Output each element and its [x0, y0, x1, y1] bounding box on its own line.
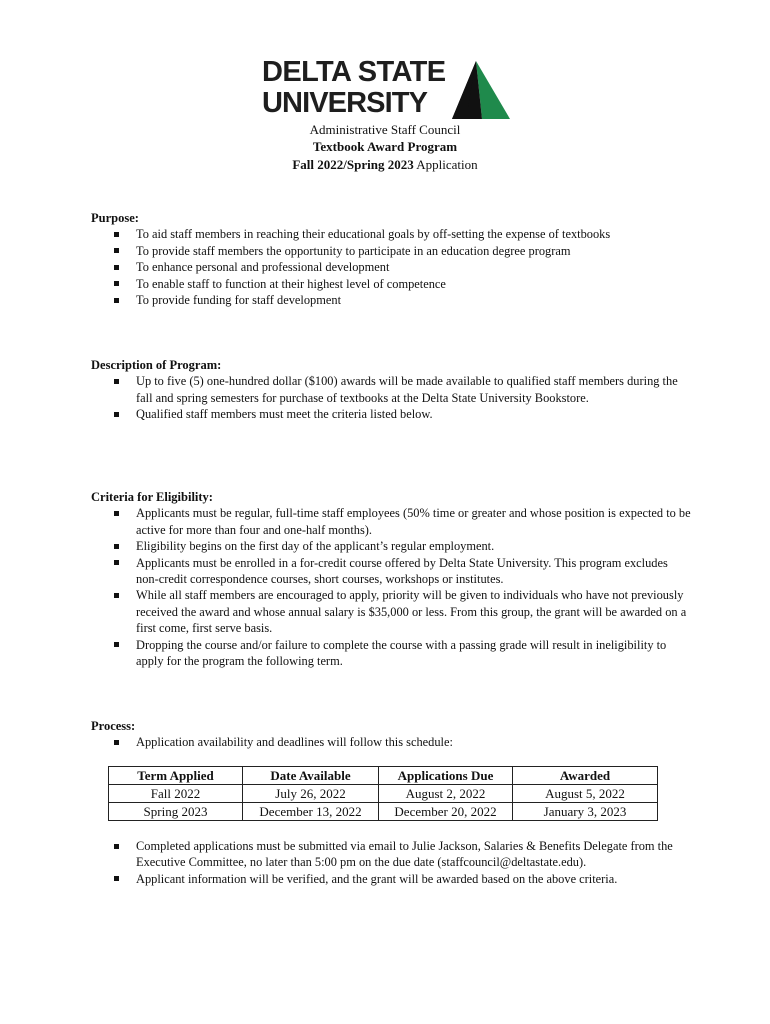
table-row [109, 785, 658, 803]
criteria-heading: Criteria for Eligibility: [91, 490, 213, 504]
purpose-section [91, 210, 691, 308]
list-item-text: While all staff members are encouraged to apply, priority will be given to individuals who have not previously received the award and whose annual salary is $35,000 or less. From this group, the grant will be awarded on a first come, first serve basis. [136, 588, 687, 636]
process-list [91, 734, 691, 750]
list-item [91, 259, 691, 275]
table-header: Applications Due [379, 767, 513, 785]
bullet-icon [114, 265, 119, 270]
term-years: Fall 2022/Spring 2023 [292, 157, 414, 172]
list-item [91, 276, 691, 292]
delta-triangle-icon [452, 61, 510, 119]
criteria-section [91, 489, 691, 669]
list-item-text: Qualified staff members must meet the criteria listed below. [136, 407, 433, 422]
program-title: Textbook Award Program [312, 139, 458, 154]
list-item-text: Applicants must be enrolled in a for-credit course offered by Delta State University. This program excludes non-credit correspondence courses, short courses, workshops or institutes. [136, 555, 668, 587]
bullet-icon [114, 642, 119, 647]
list-item [91, 406, 691, 422]
process-section [91, 718, 691, 751]
bullet-icon [114, 544, 119, 549]
bullet-icon [114, 560, 119, 565]
process-heading: Process: [91, 719, 136, 733]
description-heading: Description of Program: [91, 358, 222, 372]
list-item-text: Applicant information will be verified, and the grant will be awarded based on the above criteria. [136, 871, 618, 886]
list-item-text: To aid staff members in reaching their educational goals by off-setting the expense of textbooks [136, 227, 611, 242]
list-item [91, 734, 691, 750]
list-item-text: To provide funding for staff development [136, 293, 342, 308]
description-list [91, 373, 691, 422]
list-item-text: To enable staff to function at their highest level of competence [136, 276, 446, 291]
list-item [91, 292, 691, 308]
list-item [91, 637, 691, 670]
process-followup-list [91, 838, 691, 887]
council-name: Administrative Staff Council [309, 122, 461, 137]
list-item-text: Completed applications must be submitted via email to Julie Jackson, Salaries & Benefits Delegate from the Executive Committee, no later than 5:00 pm on the due date (staffcouncil@deltastate.edu). [136, 839, 673, 870]
table-cell: Fall 2022 [109, 785, 243, 803]
logo-line-2: UNIVERSITY [262, 87, 428, 119]
bullet-icon [114, 232, 119, 237]
list-item-text: Applicants must be regular, full-time staff employees (50% time or greater and whose position is expected to be active for more than four and one-half months). [136, 506, 691, 537]
list-item [91, 505, 691, 538]
purpose-heading: Purpose: [91, 211, 139, 225]
table-cell: December 13, 2022 [243, 803, 379, 821]
criteria-list [91, 505, 691, 669]
list-item [91, 243, 691, 259]
logo-line-1: DELTA STATE [262, 56, 446, 88]
schedule-table [108, 766, 658, 821]
description-section [91, 357, 691, 423]
bullet-icon [114, 593, 119, 598]
list-item-text: Dropping the course and/or failure to complete the course with a passing grade will result in ineligibility to apply for the program the following term. [136, 637, 667, 669]
table-cell: August 2, 2022 [379, 785, 513, 803]
bullet-icon [114, 876, 119, 881]
table-cell: July 26, 2022 [243, 785, 379, 803]
table-row [109, 803, 658, 821]
list-item-text: To enhance personal and professional development [136, 260, 390, 275]
bullet-icon [114, 412, 119, 417]
list-item [91, 871, 691, 887]
list-item [91, 555, 691, 588]
bullet-icon [114, 844, 119, 849]
table-header: Date Available [243, 767, 379, 785]
purpose-list [91, 226, 691, 308]
bullet-icon [114, 511, 119, 516]
list-item-text: Eligibility begins on the first day of the applicant’s regular employment. [136, 539, 495, 554]
list-item [91, 373, 691, 406]
university-logo [262, 58, 512, 122]
bullet-icon [114, 281, 119, 286]
list-item-text: Application availability and deadlines will follow this schedule: [136, 735, 453, 750]
bullet-icon [114, 248, 119, 253]
list-item [91, 587, 691, 636]
process-followup [91, 838, 691, 887]
table-cell: Spring 2023 [109, 803, 243, 821]
table-header: Awarded [513, 767, 658, 785]
list-item [91, 838, 691, 871]
table-header: Term Applied [109, 767, 243, 785]
bullet-icon [114, 379, 119, 384]
list-item-text: To provide staff members the opportunity to participate in an education degree program [136, 243, 571, 258]
table-cell: December 20, 2022 [379, 803, 513, 821]
list-item [91, 226, 691, 242]
table-cell: August 5, 2022 [513, 785, 658, 803]
table-header-row [109, 767, 658, 785]
table-cell: January 3, 2023 [513, 803, 658, 821]
list-item-text: Up to five (5) one-hundred dollar ($100) awards will be made available to qualified staff members during the fall and spring semesters for purchase of textbooks at the Delta State University Bookstore. [136, 374, 678, 405]
bullet-icon [114, 740, 119, 745]
bullet-icon [114, 298, 119, 303]
term-label: Application [413, 157, 478, 172]
list-item [91, 538, 691, 554]
application-term [0, 157, 770, 173]
